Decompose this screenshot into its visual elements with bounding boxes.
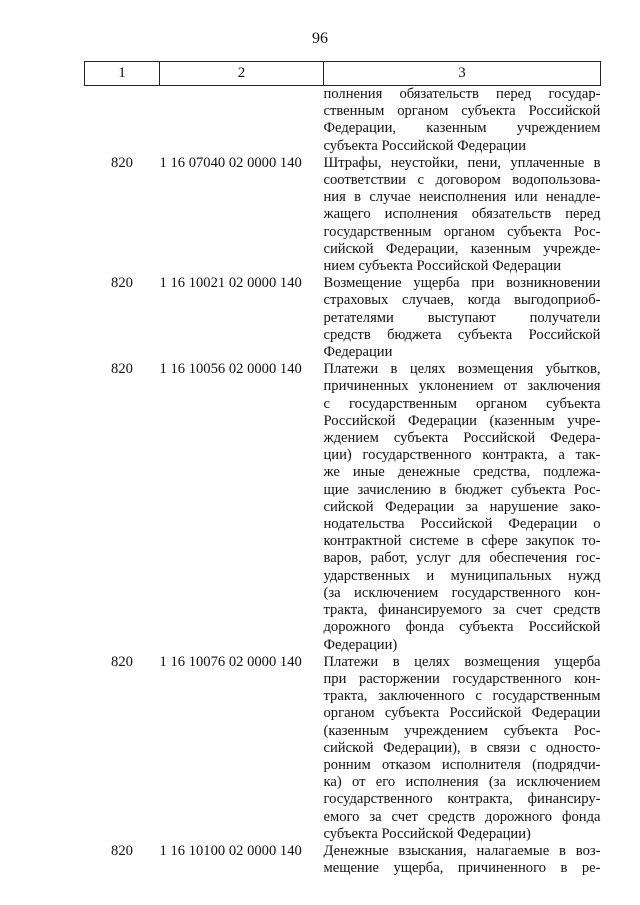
description-line: ронним отказом исполнителя (подрядчи- <box>323 756 601 773</box>
description-line: щие зачислению в бюджет субъекта Рос- <box>323 481 601 498</box>
budget-code-cell: 1 16 10056 02 0000 140 <box>159 361 302 378</box>
description-line: варов, работ, услуг для обеспечения гос- <box>323 550 601 567</box>
description-line: при расторжении государственного кон- <box>323 670 601 687</box>
budget-code-table <box>84 61 601 877</box>
admin-code-cell <box>85 86 160 155</box>
description-line: (за исключением государственного кон- <box>323 584 601 601</box>
page-number: 96 <box>312 30 328 47</box>
description-line: жащего исполнения обязательств перед <box>323 206 601 223</box>
description-line: средств бюджета субъекта Российской <box>323 326 601 343</box>
column-header-1: 1 <box>85 62 160 86</box>
description-line: Штрафы, неустойки, пени, уплаченные в <box>323 154 601 171</box>
table-row <box>85 361 601 653</box>
description-line: Российской Федерации (казенным учре- <box>323 412 601 429</box>
description-line: дорожного фонда субъекта Российской <box>323 619 601 636</box>
admin-code-cell: 820 <box>111 154 133 171</box>
description-line: причиненных уклонением от заключения <box>323 378 601 395</box>
description-line: мещение ущерба, причиненного в ре- <box>323 860 601 877</box>
admin-code-cell: 820 <box>111 361 133 378</box>
description-line: субъекта Российской Федерации <box>323 137 527 154</box>
description-line: сийской Федерации, казенным учрежде- <box>323 240 601 257</box>
description-line: (казенным учреждением субъекта Рос- <box>323 722 601 739</box>
description-line: нодательства Российской Федерации о <box>323 516 601 533</box>
budget-code-cell: 1 16 10076 02 0000 140 <box>159 653 302 670</box>
budget-code-cell: 1 16 10100 02 0000 140 <box>159 842 302 859</box>
description-line: тракта, заключенного с государственным <box>323 688 601 705</box>
description-line: Платежи в целях возмещения убытков, <box>323 361 601 378</box>
description-line: Платежи в целях возмещения ущерба <box>323 653 601 670</box>
description-line: субъекта Российской Федерации) <box>323 825 531 842</box>
description-line: страховых случаев, когда выгодоприоб- <box>323 292 601 309</box>
description-line: соответствии с договором водопользова- <box>323 172 601 189</box>
description-line: ции) государственного контракта, а так- <box>323 447 601 464</box>
description-cell <box>324 275 601 361</box>
description-line: ка) от его исполнения (за исключением <box>323 774 601 791</box>
budget-code-cell: 1 16 07040 02 0000 140 <box>159 154 302 171</box>
admin-code-cell: 820 <box>111 653 133 670</box>
description-line: органом субъекта Российской Федерации <box>323 705 601 722</box>
budget-code-cell <box>160 86 324 155</box>
description-line: Денежные взыскания, налагаемые в воз- <box>323 842 601 859</box>
description-line: Федерации, казенным учреждением <box>323 120 601 137</box>
description-line: ударственных и муниципальных нужд <box>323 567 601 584</box>
description-line: ственным органом субъекта Российской <box>323 103 601 120</box>
table-row <box>85 155 601 275</box>
column-header-3: 3 <box>324 62 601 86</box>
description-line: сийской Федерации за нарушение зако- <box>323 498 601 515</box>
admin-code-cell: 820 <box>111 275 133 292</box>
description-line: сийской Федерации), в связи с односто- <box>323 739 601 756</box>
column-header-2: 2 <box>160 62 324 86</box>
description-line: ретателями выступают получатели <box>323 309 601 326</box>
description-line: контрактной системе в сфере закупок то- <box>323 533 601 550</box>
description-cell <box>324 654 601 843</box>
description-cell <box>324 86 601 155</box>
description-line: с государственным органом субъекта <box>323 395 601 412</box>
description-line: государственного контракта, финансиру- <box>323 791 601 808</box>
description-line: тракта, финансируемого за счет средств <box>323 602 601 619</box>
table-row <box>85 275 601 361</box>
table-row <box>85 654 601 843</box>
description-line: Возмещение ущерба при возникновении <box>323 275 601 292</box>
description-line: нием субъекта Российской Федерации <box>323 258 562 275</box>
admin-code-cell: 820 <box>111 842 133 859</box>
description-line: полнения обязательств перед государ- <box>323 86 601 102</box>
description-line: Федерации) <box>323 636 398 653</box>
description-line: же иные денежные средства, подлежа- <box>323 464 601 481</box>
description-line: Федерации <box>323 344 393 361</box>
table-header <box>85 62 601 86</box>
budget-code-cell: 1 16 10021 02 0000 140 <box>159 275 302 292</box>
description-line: государственным органом субъекта Рос- <box>323 223 601 240</box>
description-cell <box>324 361 601 653</box>
table-row <box>85 843 601 877</box>
description-cell <box>324 843 601 877</box>
description-line: емого за счет средств дорожного фонда <box>323 808 601 825</box>
table-body <box>85 86 601 878</box>
description-line: ния в случае неисполнения или ненадле- <box>323 189 601 206</box>
description-cell <box>324 155 601 275</box>
table-row-continuation <box>85 86 601 155</box>
description-line: ждением субъекта Российской Федера- <box>323 430 601 447</box>
